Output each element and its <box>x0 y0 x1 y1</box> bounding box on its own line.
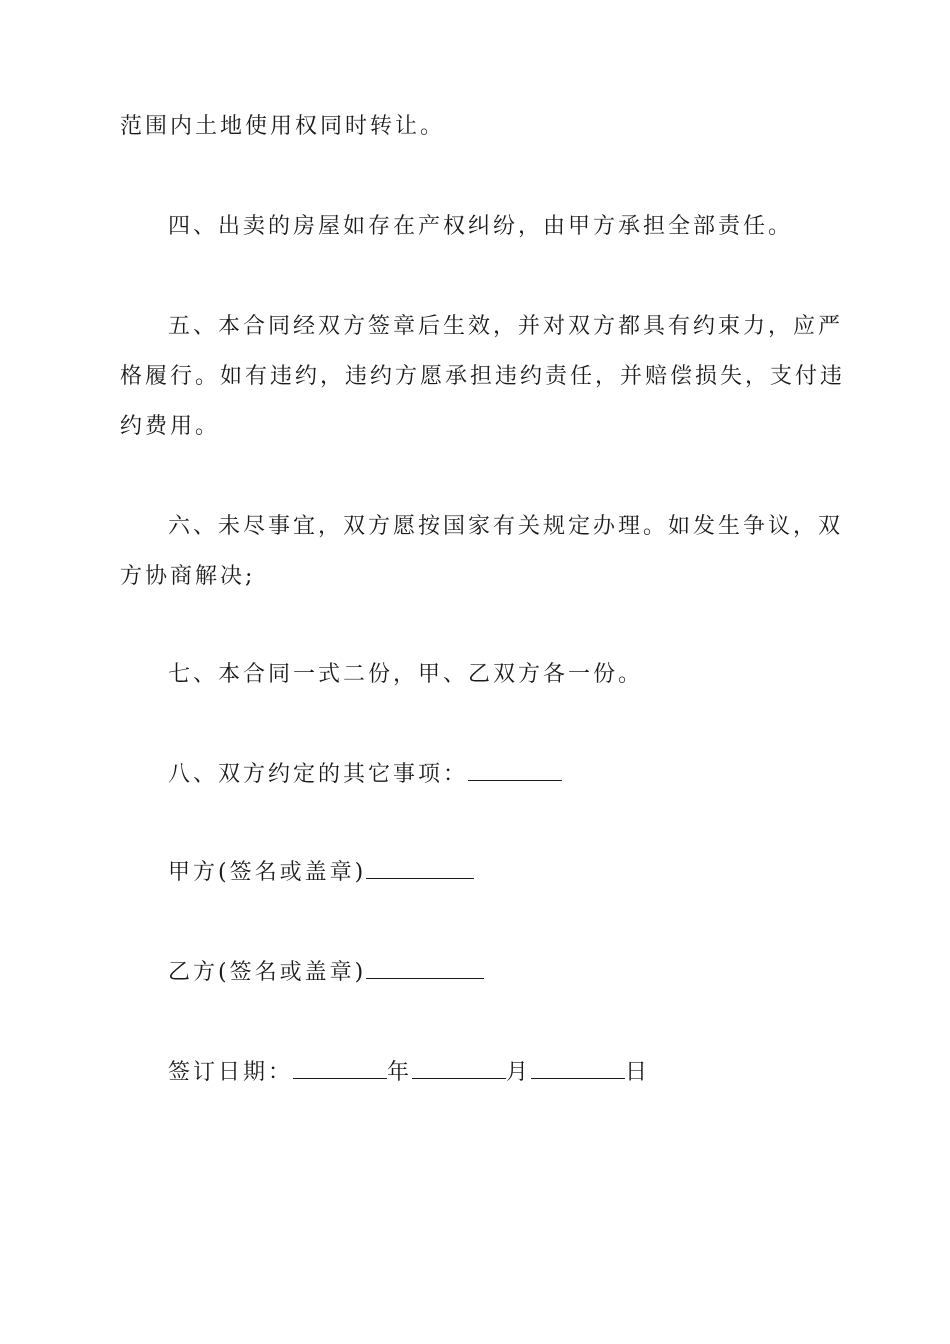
clause-5-line-2: 格履行。如有违约，违约方愿承担违约责任，并赔偿损失，支付违 <box>120 364 846 389</box>
party-b-label: 乙方(签名或盖章) <box>168 960 367 985</box>
year-label: 年 <box>387 1060 413 1085</box>
day-blank[interactable] <box>531 1058 625 1079</box>
clause-6-line-1: 六、未尽事宜，双方愿按国家有关规定办理。如发生争议，双 <box>168 514 844 539</box>
clause-7: 七、本合同一式二份，甲、乙双方各一份。 <box>168 662 644 687</box>
clause-4: 四、出卖的房屋如存在产权纠纷，由甲方承担全部责任。 <box>168 214 794 239</box>
month-label: 月 <box>506 1060 532 1085</box>
month-blank[interactable] <box>412 1058 506 1079</box>
sign-date <box>168 1058 650 1088</box>
year-blank[interactable] <box>293 1058 387 1079</box>
clause-6-line-2: 方协商解决; <box>120 564 256 589</box>
clause-8-label: 八、双方约定的其它事项： <box>168 762 469 787</box>
continuation-line: 范围内土地使用权同时转让。 <box>120 114 446 139</box>
other-matters-blank[interactable] <box>468 760 562 781</box>
clause-8 <box>168 760 562 790</box>
sign-date-label: 签订日期： <box>168 1060 294 1085</box>
party-a-signature <box>168 858 474 888</box>
party-a-label: 甲方(签名或盖章) <box>168 860 367 885</box>
party-a-signature-blank[interactable] <box>366 858 474 879</box>
clause-5-line-1: 五、本合同经双方签章后生效，并对双方都具有约束力，应严 <box>168 314 844 339</box>
day-label: 日 <box>625 1060 651 1085</box>
party-b-signature <box>168 958 484 988</box>
party-b-signature-blank[interactable] <box>366 958 484 979</box>
clause-5-line-3: 约费用。 <box>120 414 221 439</box>
